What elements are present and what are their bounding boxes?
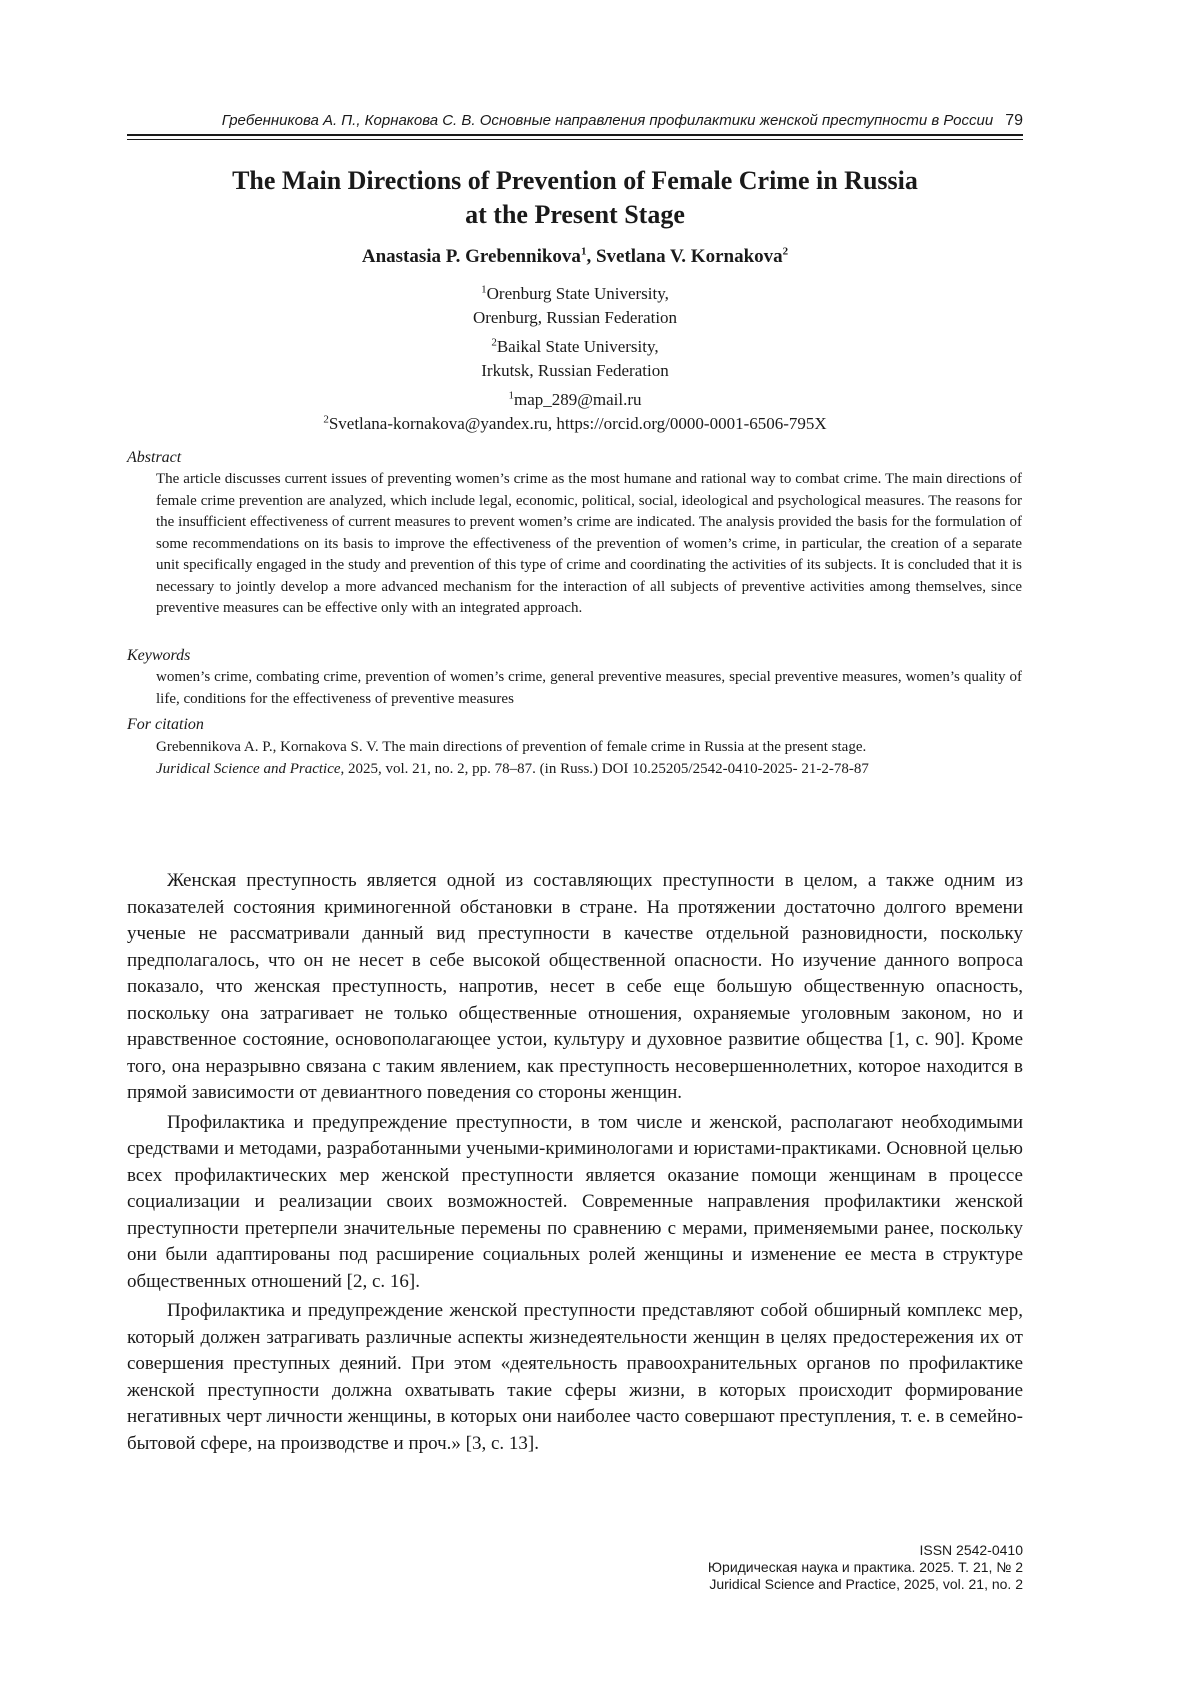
abstract-label: Abstract [127,449,182,466]
affiliation-2-name: Baikal State University, [496,337,659,356]
email-1[interactable]: map_289@mail.ru [513,390,642,409]
author-1-superscript: 1 [580,245,587,258]
keywords-label: Keywords [127,647,191,664]
header-rule-thick [127,134,1023,136]
affiliation-2 [127,335,1023,383]
author-1: Anastasia P. Grebennikova [361,246,581,267]
affiliation-1 [127,282,1023,330]
body-paragraph-2: Профилактика и предупреждение преступности, в том числе и женской, располагают необходимыми средствами и методами, разработанными учеными-криминологами и юристами-практиками. Основной целью всех профилактических мер женской преступности является оказание помощи женщинам в процессе социализации и реализации своих возможностей. Современные направления профилактики женской преступности претерпели значительные перемены по сравнению с мерами, применяемыми ранее, поскольку они были адаптированы под расширение социальных ролей женщины и изменение ее места в структуре общественных отношений [2, с. 16]. [127,1111,1023,1292]
author-2-superscript: 2 [782,245,789,258]
email-2-orcid[interactable]: Svetlana-kornakova@yandex.ru, https://orcid.org/0000-0001-6506-795X [328,414,827,433]
running-head [127,112,1023,130]
body-paragraph-3: Профилактика и предупреждение женской преступности представляют собой обширный комплекс мер, который должен затрагивать различные аспекты жизнедеятельности женщин в целях предостережения их от совершения преступных деяний. При этом «деятельность правоохранительных органов по профилактике женской преступности должна охватывать такие сферы жизни, в которых происходит формирование негативных черт личности женщины, в которых они наиболее часто совершают преступления, т. е. в семейно-бытовой сфере, на производстве и проч.» [3, с. 13]. [127,1300,1023,1454]
citation-line-1: Grebennikova A. P., Kornakova S. V. The main directions of prevention of female crime in Russia at the present stage. [156,739,867,755]
article-title [127,164,1023,232]
email-1-superscript: 1 [508,389,514,402]
author-separator: , [586,246,596,267]
header-rule-thin [127,139,1023,140]
affiliation-1-superscript: 1 [481,283,487,296]
affiliation-2-superscript: 2 [491,336,497,349]
affiliation-1-name: Orenburg State University, [486,284,669,303]
abstract-text: The article discusses current issues of preventing women’s crime as the most humane and rational way to combat crime. The main directions of female crime prevention are analyzed, which include legal, economic, political, social, ideological and psychological measures. The reasons for the insufficient effectiveness of current measures to prevent women’s crime are indicated. The analysis provided the basis for the formulation of some recommendations on its basis to improve the effectiveness of the prevention of women’s crime, in particular, the creation of a separate unit specifically engaged in the study and prevention of this type of crime and coordinating the activities of its subjects. It is concluded that it is necessary to jointly develop a more advanced mechanism for the interaction of all subjects of preventive activities among themselves, since preventive measures can be effective only with an integrated approach. [156,471,1022,616]
author-2: Svetlana V. Kornakova [595,246,783,267]
email-2-superscript: 2 [323,413,329,426]
citation-details: , 2025, vol. 21, no. 2, pp. 78–87. (in Russ.) DOI 10.25205/2542-0410-2025- 21-2-78-87 [340,760,869,777]
footer-journal-en: Juridical Science and Practice, 2025, vol. 21, no. 2 [709,1576,1023,1592]
page-footer [708,1542,1023,1593]
title-line-1: The Main Directions of Prevention of Female Crime in Russia [232,166,918,195]
body-paragraph-1: Женская преступность является одной из составляющих преступности в целом, а также одним из показателей состояния криминогенной обстановки в стране. На протяжении достаточно долгого времени ученые не рассматривали данный вид преступности в качестве отдельной разновидности, поскольку предполагалось, что он не несет в себе высокой общественной опасности. Но изучение данного вопроса показало, что женская преступность, напротив, несет в себе еще большую общественную опасность, поскольку она затрагивает не только общественные отношения, охраняемые уголовным законом, но и нравственное состояние, основополагающее устои, культуру и духовное развитие общества [1, с. 90]. Кроме того, она неразрывно связана с таким явлением, как преступность несовершеннолетних, которое находится в прямой зависимости от девиантного поведения со стороны женщин. [127,870,1023,1103]
article-body [127,868,1023,1460]
footer-journal-ru: Юридическая наука и практика. 2025. Т. 21, № 2 [707,1559,1023,1575]
citation-journal: Juridical Science and Practice [156,760,341,777]
page-number: 79 [1005,112,1023,129]
title-line-2: at the Present Stage [465,200,685,229]
citation-text [156,737,1022,780]
citation-label: For citation [127,716,204,733]
footer-issn: ISSN 2542-0410 [919,1542,1023,1558]
running-head-text: Гребенникова А. П., Корнакова С. В. Основные направления профилактики женской преступности в России [221,112,994,129]
author-list [127,246,1023,268]
affiliation-2-location: Irkutsk, Russian Federation [481,361,669,380]
keywords-text: women’s crime, combating crime, prevention of women’s crime, general preventive measures, special preventive measures, women’s quality of life, conditions for the effectiveness of preventive measures [156,669,1022,707]
affiliation-1-location: Orenburg, Russian Federation [472,308,678,327]
contact-block [127,388,1023,436]
